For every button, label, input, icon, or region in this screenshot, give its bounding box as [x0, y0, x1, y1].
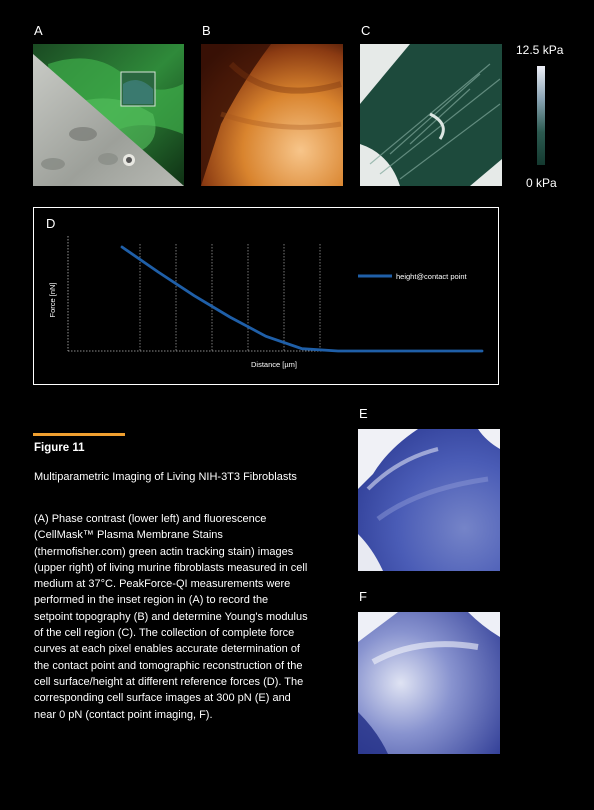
panel-f-image	[358, 612, 500, 754]
panel-c-image	[360, 44, 502, 186]
colorbar-max-label: 12.5 kPa	[516, 43, 564, 57]
panel-d-box	[33, 207, 499, 385]
panel-e-label: E	[359, 406, 368, 421]
force-curve-chart	[34, 208, 498, 384]
panel-e-image	[358, 429, 500, 571]
colorbar-min-label: 0 kPa	[526, 176, 557, 190]
panel-f-label: F	[359, 589, 367, 604]
panel-b-label: B	[202, 23, 211, 38]
panel-a-label: A	[34, 23, 43, 38]
x-axis-label: Distance [µm]	[251, 360, 297, 369]
figure-subtitle: Multiparametric Imaging of Living NIH-3T3 Fibroblasts	[34, 471, 297, 483]
accent-rule	[33, 433, 125, 436]
figure-title: Figure 11	[34, 442, 85, 454]
panel-d-label: D	[46, 216, 56, 231]
panel-b-image	[201, 44, 343, 186]
legend-label: height@contact point	[396, 272, 467, 281]
panel-a-image	[33, 44, 184, 186]
panel-c-label: C	[361, 23, 371, 38]
colorbar	[537, 66, 545, 165]
y-axis-label: Force [nN]	[48, 282, 57, 318]
figure-caption: (A) Phase contrast (lower left) and fluorescence (CellMask™ Plasma Membrane Stains (thermofisher.com) green actin tracking stain) images (upper right) of living murine fibroblasts measured in cell medium at 37°C. PeakForce-QI measurements were performed in the inset region in (A) to record the setpoint topography (B) and determine Young's modulus of the cell region (C). The collection of complete force curves at each pixel enables accurate determination of the contact point and tomographic reconstruction of the cell surface/height at different reference forces (D). The corresponding cell surface images at 300 pN (E) and near 0 pN (contact point imaging, F).	[34, 513, 308, 721]
